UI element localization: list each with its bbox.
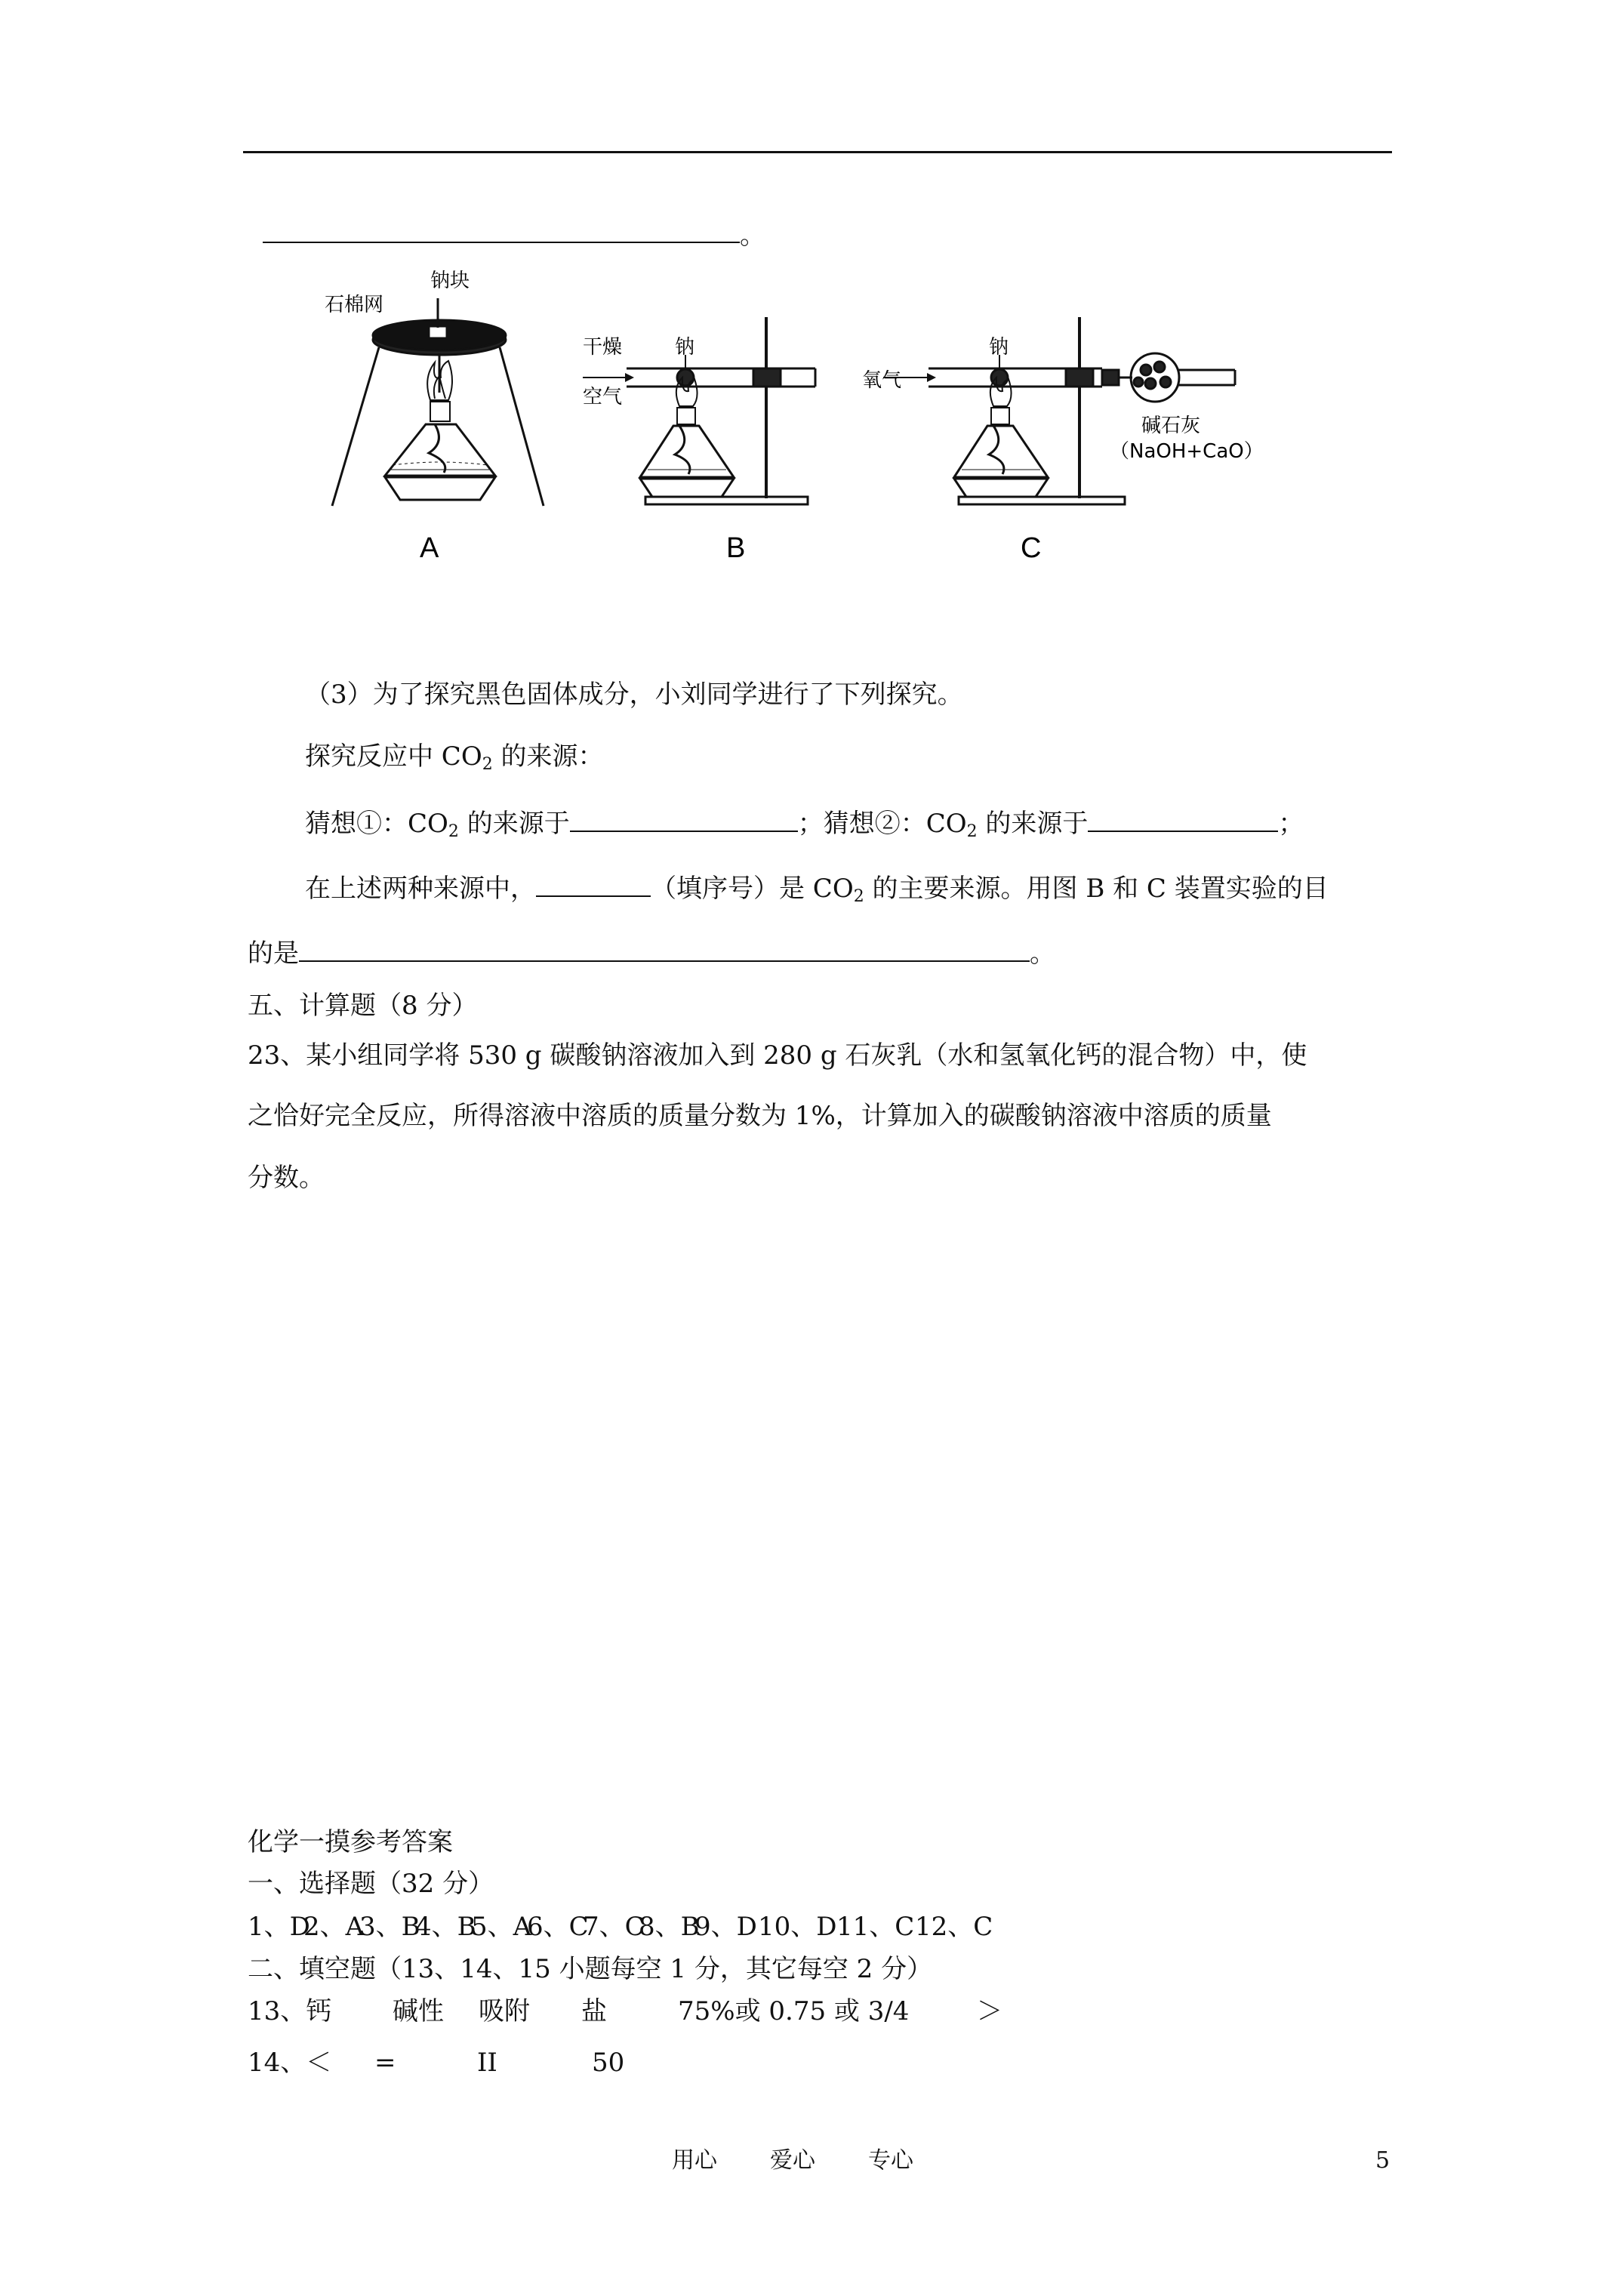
guess2-blank[interactable] xyxy=(1088,803,1278,832)
purpose-end: 。 xyxy=(1030,938,1055,969)
q23-line-2: 之恰好完全反应，所得溶液中溶质的质量分数为 1%，计算加入的碳酸钠溶液中溶质的质量 xyxy=(248,1101,1272,1131)
figure-letter-a: A xyxy=(420,532,439,564)
answer-key-title: 化学一摸参考答案 xyxy=(248,1827,453,1857)
footer-slogan xyxy=(672,2144,913,2177)
q3-main-source-line xyxy=(305,868,1329,914)
answer-q13-row xyxy=(248,1995,1002,2028)
q13-answer: 吸附 xyxy=(479,1996,530,2026)
mc-answer: 11、C xyxy=(836,1912,915,1942)
q23-line-1: 23、某小组同学将 530 g 碳酸钠溶液加入到 280 g 石灰乳（水和氢氧化钙的混合物）中，使 xyxy=(248,1040,1307,1071)
mc-answer: 10、D xyxy=(758,1912,837,1942)
q23-line-3: 分数。 xyxy=(248,1163,325,1193)
blank-end-punct: 。 xyxy=(740,220,765,251)
q13-answer: ＞ xyxy=(977,1996,1002,2026)
footer-slogan-item: 专心 xyxy=(868,2147,913,2174)
sodium-label-b: 钠 xyxy=(675,336,695,359)
sodium-label-c: 钠 xyxy=(989,336,1009,359)
mc-answer: 4、B xyxy=(415,1912,476,1942)
footer-slogan-item: 用心 xyxy=(672,2147,717,2174)
co2-subscript: 2 xyxy=(482,755,493,774)
answer-q14-row xyxy=(248,2046,624,2079)
mc-answer: 8、B xyxy=(639,1912,700,1942)
guess1-blank[interactable] xyxy=(570,803,798,832)
mc-answer: 2、A xyxy=(303,1912,365,1942)
q3-source-prefix: 探究反应中 CO xyxy=(305,741,482,772)
guess-separator: ；猜想②：CO xyxy=(797,809,967,839)
mc-answer: 9、D xyxy=(694,1912,757,1942)
guess1-mid: 的来源于 xyxy=(458,809,570,839)
answer-blank-line xyxy=(263,242,740,243)
asbestos-label: 石棉网 xyxy=(325,294,384,316)
footer-slogan-item: 爱心 xyxy=(770,2147,815,2174)
purpose-prefix: 的是 xyxy=(248,938,299,969)
page-number: 5 xyxy=(1375,2147,1390,2174)
q3-source-suffix: 的来源： xyxy=(492,741,604,772)
figure-letter-b: B xyxy=(726,532,746,564)
mc-answer: 12、C xyxy=(915,1912,993,1942)
q3-purpose-line xyxy=(248,933,1055,970)
main-source-b: （填序号）是 CO xyxy=(651,874,854,904)
oxygen-label: 氧气 xyxy=(862,369,902,392)
mc-answer: 5、A xyxy=(471,1912,532,1942)
guess2-end: ； xyxy=(1278,809,1304,839)
mc-answer: 1、D xyxy=(248,1912,310,1942)
answer-section2-heading: 二、填空题（13、14、15 小题每空 1 分，其它每空 2 分） xyxy=(248,1954,933,1984)
answer-section1-row xyxy=(248,1910,993,1943)
q3-source-heading xyxy=(305,740,604,781)
dry-air-label-1: 干燥 xyxy=(583,336,623,359)
dry-air-label-2: 空气 xyxy=(583,386,623,408)
apparatus-a xyxy=(332,298,544,506)
mc-answer: 6、C xyxy=(527,1912,589,1942)
header-rule xyxy=(243,151,1392,153)
figure-letter-c: C xyxy=(1021,532,1042,564)
soda-lime-label: 碱石灰 xyxy=(1141,415,1201,437)
q14-answer: = xyxy=(374,2048,396,2078)
apparatus-c xyxy=(883,317,1235,504)
q13-answer: 13、钙 xyxy=(248,1996,332,2026)
section5-heading: 五、计算题（8 分） xyxy=(248,991,478,1021)
guess2-mid: 的来源于 xyxy=(977,809,1089,839)
co2-subscript: 2 xyxy=(853,887,864,906)
sodium-block-label: 钠块 xyxy=(430,270,470,292)
answer-section1-heading: 一、选择题（32 分） xyxy=(248,1869,494,1899)
q14-answer: 14、＜ xyxy=(248,2048,332,2078)
q13-answer: 75%或 0.75 或 3/4 xyxy=(678,1996,910,2026)
guess1-prefix: 猜想①：CO xyxy=(305,809,448,839)
co2-subscript: 2 xyxy=(448,822,459,841)
main-source-a: 在上述两种来源中， xyxy=(305,874,536,904)
q14-answer: II xyxy=(477,2048,497,2078)
mc-answer: 7、C xyxy=(583,1912,645,1942)
main-source-blank[interactable] xyxy=(536,868,651,897)
purpose-blank[interactable] xyxy=(299,933,1030,962)
co2-subscript: 2 xyxy=(966,822,978,841)
soda-lime-formula: （NaOH+CaO） xyxy=(1110,440,1264,463)
q13-answer: 盐 xyxy=(581,1996,607,2026)
apparatus-diagram xyxy=(302,264,1268,574)
q3-intro: （3）为了探究黑色固体成分，小刘同学进行了下列探究。 xyxy=(305,680,963,710)
q3-guess-line xyxy=(305,803,1304,849)
mc-answer: 3、B xyxy=(359,1912,420,1942)
q13-answer: 碱性 xyxy=(393,1996,444,2026)
main-source-c: 的主要来源。用图 B 和 C 装置实验的目 xyxy=(864,874,1329,904)
q14-answer: 50 xyxy=(592,2048,625,2078)
